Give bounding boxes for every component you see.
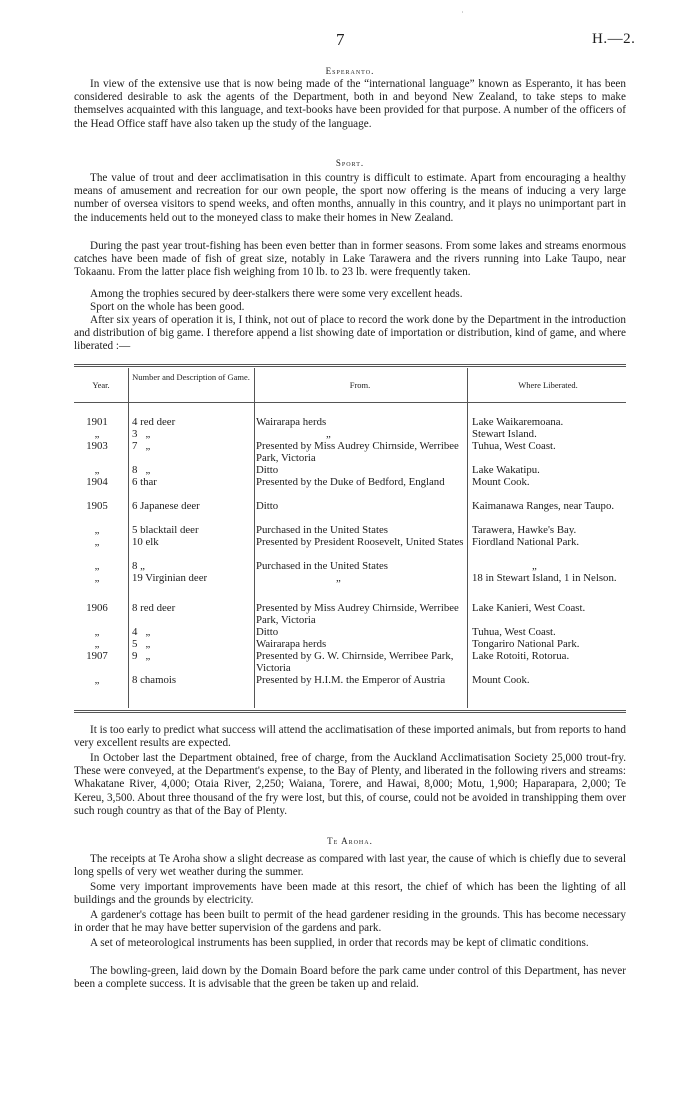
te-aroha-paragraph-1: The receipts at Te Aroha show a slight decrease as compared with last year, the cause of which is chiefly due to several long spells of very wet weather during the summer.: [74, 853, 626, 879]
cell-number: 4 red deer: [132, 416, 176, 428]
cell-from: Ditto: [256, 464, 279, 476]
cell-from: Presented by H.I.M. the Emperor of Austria: [256, 674, 446, 686]
cell-from: Presented by President Roosevelt, United States: [256, 536, 464, 548]
table-row: [74, 674, 626, 698]
esperanto-paragraph: In view of the extensive use that is now being made of the “international language” known as Esperanto, it has been considered desirable to ask the agents of the Department, both in and beyond New Zealand, to take steps to make themselves acquainted with this language, and text-books have been provided for that purpose. A number of the officers of the Head Office staff have also taken up the study of the language.: [74, 78, 626, 130]
table-top-rule: [74, 364, 626, 367]
cell-from: Ditto: [256, 500, 279, 512]
cell-year: „: [94, 560, 100, 572]
te-aroha-paragraph-3: A gardener's cottage has been built to permit of the head gardener residing in the grounds. This has become necessary in order that he may have better supervision of the gardens and park.: [74, 909, 626, 935]
cell-from: Purchased in the United States: [256, 560, 388, 572]
cell-from: Wairarapa herds: [256, 416, 327, 428]
cell-year: 1906: [86, 602, 108, 614]
table-row: [74, 572, 626, 602]
cell-year: 1904: [86, 476, 108, 488]
cell-from: Presented by the Duke of Bedford, England: [256, 476, 445, 488]
cell-number: 8 „: [132, 560, 145, 572]
table-row: [74, 416, 626, 428]
cell-where: Tuhua, West Coast.: [472, 626, 556, 638]
table-row: [74, 464, 626, 476]
table-row: [74, 524, 626, 536]
cell-number: 8 chamois: [132, 674, 177, 686]
cell-year: 1903: [86, 440, 108, 452]
table-row: [74, 638, 626, 650]
col-header-number: Number and Description of Game.: [132, 372, 250, 382]
page-number: 7: [336, 30, 345, 49]
cell-from: Purchased in the United States: [256, 524, 388, 536]
table-row: [74, 650, 626, 674]
cell-from: Presented by Miss Audrey Chirnside, Werribee Park, Victoria: [256, 602, 459, 626]
table-row: [74, 500, 626, 524]
table-row: [74, 440, 626, 464]
cell-year: „: [94, 536, 100, 548]
cell-year: „: [94, 638, 100, 650]
cell-where: Lake Rotoiti, Rotorua.: [472, 650, 570, 662]
table-row: [74, 428, 626, 440]
cell-year: „: [94, 464, 100, 476]
cell-year: 1905: [86, 500, 108, 512]
cell-where: Mount Cook.: [472, 674, 530, 686]
cell-where: „: [532, 560, 537, 572]
cell-number: 6 thar: [132, 476, 157, 488]
cell-number: 9 „: [132, 650, 151, 662]
cell-where: Lake Kanieri, West Coast.: [472, 602, 586, 614]
sport-paragraph-2: During the past year trout-fishing has been even better than in former seasons. From some lakes and streams enormous catches have been made of fish of great size, notably in Lake Tarawera and the rivers running into Lake Taupo, near Tokaanu. From the latter place fish weighing from 10 lb. to 23 lb. were frequently taken.: [74, 240, 626, 279]
cell-from: „: [326, 428, 331, 440]
cell-where: Tuhua, West Coast.: [472, 440, 556, 452]
table-row: [74, 626, 626, 638]
table-row: [74, 602, 626, 626]
cell-number: 8 „: [132, 464, 151, 476]
acclimatisation-paragraph: It is too early to predict what success will attend the acclimatisation of these imported animals, but from reports to hand very excellent results are expected.: [74, 724, 626, 750]
cell-where: Lake Wakatipu.: [472, 464, 540, 476]
cell-number: 8 red deer: [132, 602, 176, 614]
cell-number: 7 „: [132, 440, 151, 452]
col-header-year: Year.: [92, 380, 110, 390]
cell-number: 3 „: [132, 428, 151, 440]
cell-year: „: [94, 572, 100, 584]
te-aroha-paragraph-4: A set of meteorological instruments has been supplied, in order that records may be kept of climatic conditions.: [90, 937, 589, 949]
heading-esperanto: Esperanto.: [325, 66, 375, 76]
cell-from: Presented by G. W. Chirnside, Werribee Park, Victoria: [256, 650, 454, 674]
cell-year: „: [94, 428, 100, 440]
cell-where: Fiordland National Park.: [472, 536, 580, 548]
sport-paragraph-1: The value of trout and deer acclimatisation in this country is difficult to estimate. Apart from encouraging a healthy means of amusement and recreation for our own people, the sport now offering is the means of inducing a very large number of oversea visitors to spend weeks, and often months, annually in this country, and it plays no unimportant part in the inducements held out to the moneyed class to make their homes in New Zealand.: [74, 172, 626, 224]
heading-te-aroha: Te Aroha.: [327, 836, 373, 846]
te-aroha-paragraph-5: The bowling-green, laid down by the Domain Board before the park came under control of this Department, has never been a complete success. It is advisable that the green be taken up and relaid.: [74, 965, 626, 991]
cell-number: 10 elk: [132, 536, 159, 548]
table-row: [74, 476, 626, 500]
cell-year: 1907: [86, 650, 108, 662]
cell-where: Stewart Island.: [472, 428, 537, 440]
cell-number: 19 Virginian deer: [132, 572, 208, 584]
table-row: [74, 536, 626, 560]
cell-where: Kaimanawa Ranges, near Taupo.: [472, 500, 615, 512]
trout-fry-paragraph: In October last the Department obtained, free of charge, from the Auckland Acclimatisation Society 25,000 trout-fry. These were conveyed, at the Department's expense, to the Bay of Plenty, and liberated in the following rivers and streams: Whakatane River, 4,000; Otaia River, 2,250; Waiana, Torere, and Hawai, 8,000; Motu, 1,900; Haparapara, 2,000; Te Kereu, 3,500. About three thousand of the fry were lost, but this, of course, could not be avoided in transhipping them over such rough country as that of the Bay of Plenty.: [74, 752, 626, 817]
cell-where: Mount Cook.: [472, 476, 530, 488]
cell-from: Wairarapa herds: [256, 638, 327, 650]
te-aroha-paragraph-2: Some very important improvements have been made at this resort, the chief of which has been the lighting of all buildings and the grounds by electricity.: [74, 881, 626, 907]
cell-from: „: [336, 572, 341, 584]
col-header-where: Where Liberated.: [518, 380, 578, 390]
header-rule: [74, 402, 626, 403]
cell-from: Presented by Miss Audrey Chirnside, Werribee Park, Victoria: [256, 440, 459, 464]
cell-where: 18 in Stewart Island, 1 in Nelson.: [472, 572, 617, 584]
cell-from: Ditto: [256, 626, 279, 638]
cell-number: 4 „: [132, 626, 151, 638]
scan-mark: ˙: [461, 10, 464, 20]
cell-number: 5 blacktail deer: [132, 524, 199, 536]
cell-year: 1901: [86, 416, 108, 428]
cell-number: 6 Japanese deer: [132, 500, 200, 512]
table-bottom-rule: [74, 710, 626, 713]
cell-year: „: [94, 524, 100, 536]
cell-year: „: [94, 674, 100, 686]
cell-where: Lake Waikaremoana.: [472, 416, 564, 428]
sport-paragraph-3: Among the trophies secured by deer-stalkers there were some very excellent heads.: [90, 288, 463, 300]
col-header-from: From.: [349, 380, 371, 390]
document-code: H.—2.: [592, 31, 636, 47]
cell-where: Tarawera, Hawke's Bay.: [472, 524, 577, 536]
table-row: [74, 560, 626, 572]
cell-where: Tongariro National Park.: [472, 638, 580, 650]
cell-year: „: [94, 626, 100, 638]
table-body: [74, 416, 626, 698]
sport-paragraph-4: Sport on the whole has been good.: [90, 301, 245, 313]
sport-paragraph-5: After six years of operation it is, I think, not out of place to record the work done by the Department in the introduction and distribution of big game. I therefore append a list showing date of importation or distribution, kind of game, and where liberated :—: [74, 314, 626, 353]
heading-sport: Sport.: [335, 158, 365, 168]
cell-number: 5 „: [132, 638, 151, 650]
game-liberation-table: [74, 368, 626, 708]
